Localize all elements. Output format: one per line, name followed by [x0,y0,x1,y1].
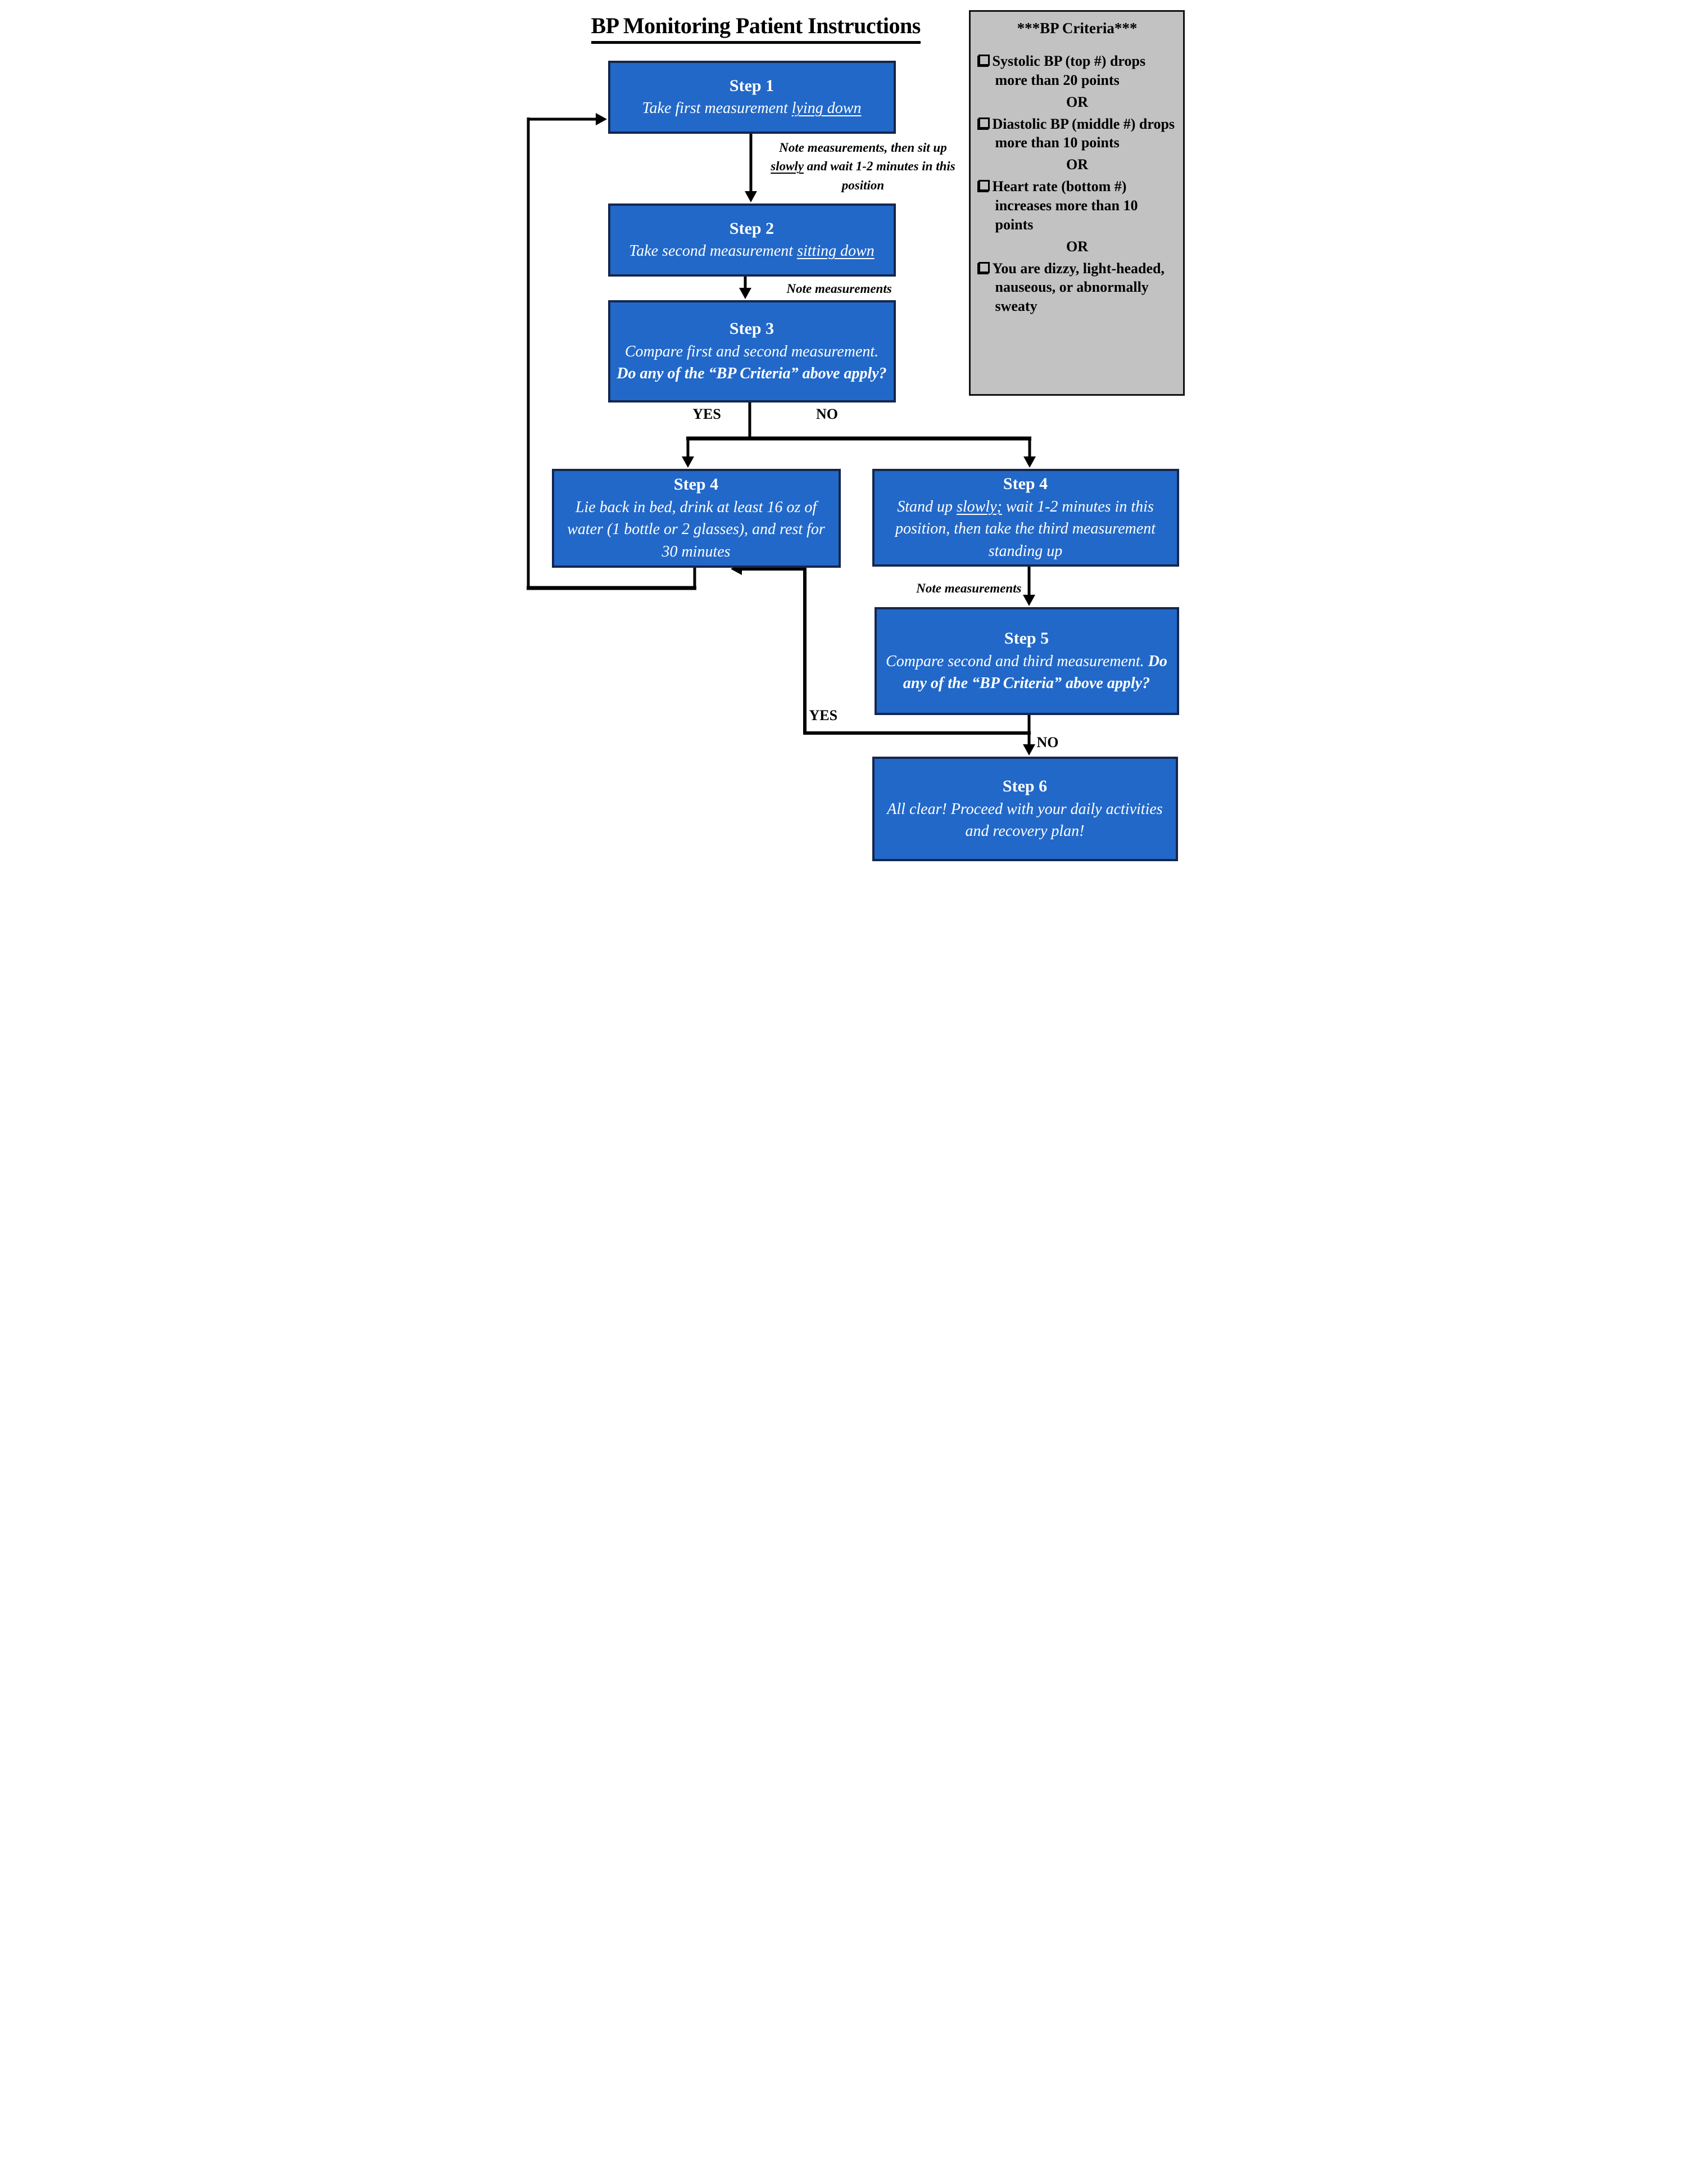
step1-box [608,61,896,134]
checkbox-icon [978,262,990,273]
note1-text-tail: and wait 1-2 minutes in this position [804,159,955,192]
page-title: BP Monitoring Patient Instructions [591,12,921,44]
criteria-title: ***BP Criteria*** [1017,20,1138,37]
step5-title: Step 5 [1004,629,1049,648]
criteria-item [978,177,1176,234]
step4-left-title: Step 4 [673,475,719,494]
step6-body: All clear! Proceed with your daily activities and recovery plan! [887,800,1163,840]
step4-left-body: Lie back in bed, drink at least 16 oz of water (1 bottle or 2 glasses), and rest for 30 minutes [567,498,825,561]
arrowhead-step1-icon [596,113,607,125]
step6-box [872,757,1178,861]
step4-right-title: Step 4 [1003,474,1048,494]
criteria-item [978,115,1176,153]
step3-title: Step 3 [729,319,774,338]
yes-label-bottom: YES [809,707,838,723]
criteria-item-text: You are dizzy, light-headed, nauseous, or abnormally sweaty [992,260,1165,315]
criteria-item [978,259,1176,316]
step2-underlined-text: sitting down [797,242,875,260]
step6-title: Step 6 [1002,777,1048,795]
step4-right-underlined-text: slowly; [956,497,1002,515]
checkbox-icon [978,117,990,129]
step2-body-text: Take second measurement [629,242,798,260]
note-after-step1 [764,138,962,195]
arrowhead-step3-icon [739,288,751,299]
step3-question-text: Do any of the “BP Criteria” above apply? [617,365,887,383]
step4-right-body [880,496,1171,563]
step1-underlined-text: lying down [791,99,862,117]
step5-box [875,607,1179,715]
step5-question-text: Do any of the “BP Criteria” above apply? [903,652,1167,693]
step1-body-text: Take first measurement [642,99,792,117]
no-label-bottom: NO [1036,734,1059,750]
step2-title: Step 2 [729,219,774,238]
criteria-item-text: Heart rate (bottom #) increases more than 10 points [992,178,1138,233]
step4-right-body-text: Stand up [897,497,957,515]
criteria-item-text: Systolic BP (top #) drops more than 20 points [992,53,1146,88]
criteria-item-text: Diastolic BP (middle #) drops more than 10 points [992,115,1175,151]
step2-body [616,240,888,263]
step2-box [608,203,896,277]
checkbox-icon [978,55,990,66]
note1-underlined-text: slowly [771,159,804,174]
yes-label-top: YES [692,406,721,422]
arrowhead-step4-right-icon [1023,456,1036,468]
step3-body-text: Compare first and second measurement. [624,342,879,360]
step3-body [616,341,888,386]
flowchart-canvas [513,0,1196,869]
arrowhead-step5-icon [1023,595,1035,606]
criteria-item [978,52,1176,90]
step5-body-text: Compare second and third measurement. [886,652,1148,670]
checkbox-icon [978,180,990,191]
step5-body [882,650,1171,695]
arrowhead-step6-icon [1023,744,1035,756]
note-after-step2: Note measurements [786,282,892,296]
step4-left-box [552,469,841,568]
criteria-or-label: OR [1066,93,1088,110]
step3-box [608,300,896,402]
arrowhead-step2-icon [745,191,757,202]
note1-text: Note measurements, then sit up [779,141,947,155]
step1-body [616,97,888,120]
note-after-step4-right: Note measurements [916,581,1022,595]
no-label-top: NO [816,406,838,422]
criteria-or-label: OR [1066,238,1088,255]
bp-criteria-panel [969,10,1185,396]
arrowhead-step4-left-icon [682,456,694,468]
step4-right-body-tail: wait 1-2 minutes in this position, then take the third measurement standing up [895,497,1156,560]
criteria-or-label: OR [1066,156,1088,173]
step4-right-box [872,469,1179,567]
step1-title: Step 1 [729,76,774,95]
